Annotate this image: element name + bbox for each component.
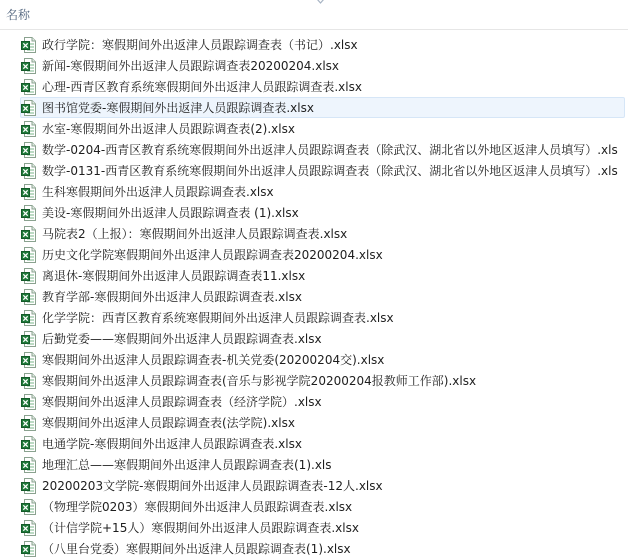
file-row[interactable] (20, 286, 625, 307)
excel-file-icon (21, 373, 36, 389)
excel-file-icon (21, 457, 36, 473)
file-row[interactable] (20, 202, 625, 223)
file-name: 图书馆党委-寒假期间外出返津人员跟踪调查表.xlsx (42, 101, 314, 115)
excel-file-icon (21, 352, 36, 368)
excel-file-icon (21, 499, 36, 515)
excel-file-icon (21, 205, 36, 221)
file-name: （计信学院+15人）寒假期间外出返津人员跟踪调查表.xlsx (42, 521, 359, 535)
file-row[interactable] (20, 454, 625, 475)
file-row[interactable] (20, 139, 625, 160)
file-name: 数学-0204-西青区教育系统寒假期间外出返津人员跟踪调查表（除武汉、湖北省以外地区返津人员填写）.xls (42, 143, 618, 157)
file-name: 20200203文学院-寒假期间外出返津人员跟踪调查表-12人.xlsx (42, 479, 383, 493)
column-header-name[interactable]: 名称 (6, 8, 31, 22)
file-name: 寒假期间外出返津人员跟踪调查表-机关党委(20200204交).xlsx (42, 353, 385, 367)
file-row[interactable] (20, 244, 625, 265)
file-row[interactable] (20, 517, 625, 538)
file-name: 马院表2（上报）：寒假期间外出返津人员跟踪调查表.xlsx (42, 227, 348, 241)
file-row[interactable] (20, 34, 625, 55)
excel-file-icon (21, 142, 36, 158)
file-row[interactable] (20, 55, 625, 76)
excel-file-icon (21, 184, 36, 200)
file-name: 历史文化学院寒假期间外出返津人员跟踪调查表20200204.xlsx (42, 248, 383, 262)
excel-file-icon (21, 226, 36, 242)
file-name: 新闻-寒假期间外出返津人员跟踪调查表20200204.xlsx (42, 59, 340, 73)
file-name: 地理汇总——寒假期间外出返津人员跟踪调查表(1).xls (42, 458, 332, 472)
excel-file-icon (21, 163, 36, 179)
excel-file-icon (21, 331, 36, 347)
file-row[interactable] (20, 328, 625, 349)
column-header (0, 0, 628, 30)
file-row[interactable] (20, 496, 625, 517)
file-name: 水室-寒假期间外出返津人员跟踪调查表(2).xlsx (42, 122, 295, 136)
excel-file-icon (21, 520, 36, 536)
file-row[interactable] (20, 349, 625, 370)
file-name: 电通学院-寒假期间外出返津人员跟踪调查表.xlsx (42, 437, 302, 451)
file-name: 寒假期间外出返津人员跟踪调查表（经济学院）.xlsx (42, 395, 322, 409)
excel-file-icon (21, 58, 36, 74)
excel-file-icon (21, 394, 36, 410)
excel-file-icon (21, 436, 36, 452)
excel-file-icon (21, 37, 36, 53)
excel-file-icon (21, 247, 36, 263)
file-row[interactable] (20, 181, 625, 202)
file-name: 美设-寒假期间外出返津人员跟踪调查表 (1).xlsx (42, 206, 299, 220)
file-name: 寒假期间外出返津人员跟踪调查表(法学院).xlsx (42, 416, 295, 430)
file-row[interactable] (20, 391, 625, 412)
excel-file-icon (21, 100, 36, 116)
file-name: 教育学部-寒假期间外出返津人员跟踪调查表.xlsx (42, 290, 302, 304)
sort-arrow-icon (316, 0, 325, 4)
file-row[interactable] (20, 160, 625, 181)
file-name: （八里台党委）寒假期间外出返津人员跟踪调查表(1).xlsx (42, 542, 351, 556)
file-row[interactable] (20, 76, 625, 97)
file-row[interactable] (20, 433, 625, 454)
excel-file-icon (21, 289, 36, 305)
file-row[interactable] (20, 118, 625, 139)
file-row[interactable] (20, 307, 625, 328)
file-name: 化学学院：西青区教育系统寒假期间外出返津人员跟踪调查表.xlsx (42, 311, 394, 325)
file-row[interactable] (20, 412, 625, 433)
file-name: 生科寒假期间外出返津人员跟踪调查表.xlsx (42, 185, 274, 199)
file-name: 数学-0131-西青区教育系统寒假期间外出返津人员跟踪调查表（除武汉、湖北省以外地区返津人员填写）.xls (42, 164, 618, 178)
file-name: 离退休-寒假期间外出返津人员跟踪调查表11.xlsx (42, 269, 306, 283)
file-name: 寒假期间外出返津人员跟踪调查表(音乐与影视学院20200204报教师工作部).xlsx (42, 374, 477, 388)
file-row[interactable] (20, 97, 625, 118)
excel-file-icon (21, 541, 36, 557)
file-row[interactable] (20, 370, 625, 391)
file-row[interactable] (20, 475, 625, 496)
file-name: （物理学院0203）寒假期间外出返津人员跟踪调查表.xlsx (42, 500, 353, 514)
excel-file-icon (21, 415, 36, 431)
excel-file-icon (21, 310, 36, 326)
file-list (0, 34, 628, 559)
file-name: 政行学院：寒假期间外出返津人员跟踪调查表（书记）.xlsx (42, 38, 358, 52)
excel-file-icon (21, 478, 36, 494)
file-row[interactable] (20, 265, 625, 286)
excel-file-icon (21, 268, 36, 284)
file-name: 心理-西青区教育系统寒假期间外出返津人员跟踪调查表.xlsx (42, 80, 362, 94)
excel-file-icon (21, 79, 36, 95)
file-row[interactable] (20, 538, 625, 559)
excel-file-icon (21, 121, 36, 137)
file-row[interactable] (20, 223, 625, 244)
file-name: 后勤党委——寒假期间外出返津人员跟踪调查表.xlsx (42, 332, 322, 346)
